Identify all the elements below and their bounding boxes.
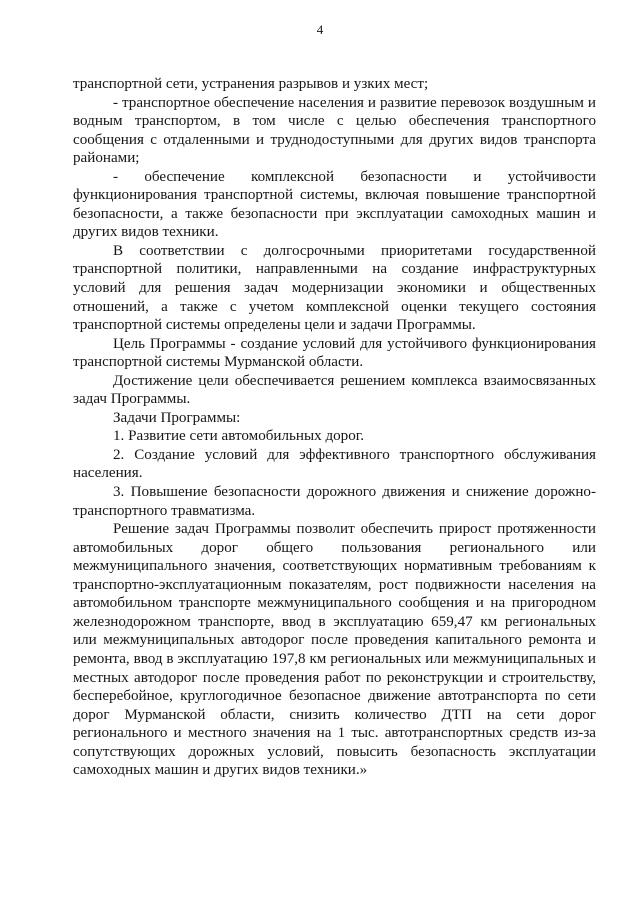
paragraph-air-water-transport: - транспортное обеспечение населения и развитие перевозок воздушным и водным транспортом, в том числе с целью обеспечения транспортного сообщения с отдаленными и труднодоступными для других видов транспорта районами; — [73, 94, 596, 167]
paragraph-program-goal: Цель Программы - создание условий для устойчивого функционирования транспортной системы Мурманской области. — [73, 335, 596, 371]
task-item-3: 3. Повышение безопасности дорожного движения и снижение дорожно-транспортного травматизма. — [73, 484, 596, 519]
paragraph-expected-results: Решение задач Программы позволит обеспечить прирост протяженности автомобильных дорог общего пользования регионального или межмуниципального значения, соответствующих нормативным требованиям к транспортно-эксплуатационным показателям, рост подвижности населения на автомобильном транспорте межмуниципального сообщения и на пригородном железнодорожном транспорте, ввод в эксплуатацию 659,47 км региональных или межмуниципальных автодорог после проведения капитального ремонта и ремонта, ввод в эксплуатацию 197,8 км региональных или межмуниципальных и местных автодорог после проведения работ по реконструкции и строительству, бесперебойное, круглогодичное безопасное движение автотранспорта по сети дорог Мурманской области, снизить количество ДТП на сети дорог регионального и местного значения на 1 тыс. автотранспортных средств из-за сопутствующих дорожных условий, повысить безопасность эксплуатации самоходных машин и других видов техники.» — [73, 521, 596, 779]
paragraph-transport-safety: - обеспечение комплексной безопасности и устойчивости функционирования транспортной системы, включая повышение транспортной безопасности, а также безопасности при эксплуатации самоходных машин и других видов техники. — [73, 168, 596, 241]
paragraph-tasks-heading: Задачи Программы: — [113, 409, 241, 426]
document-body — [73, 75, 596, 780]
paragraph-state-policy: В соответствии с долгосрочными приоритетами государственной транспортной политики, направленными на создание инфраструктурных условий для решения задач модернизации экономики и общественных отношений, а также с учетом комплексной оценки текущего состояния транспортной системы определены цели и задачи Программы. — [73, 242, 596, 334]
task-item-1: 1. Развитие сети автомобильных дорог. — [113, 428, 365, 445]
paragraph-goal-achievement: Достижение цели обеспечивается решением комплекса взаимосвязанных задач Программы. — [73, 372, 596, 408]
paragraph-infrastructure-end: транспортной сети, устранения разрывов и узких мест; — [73, 76, 429, 92]
task-item-2: 2. Создание условий для эффективного транспортного обслуживания населения. — [73, 446, 596, 482]
page-number: 4 — [316, 22, 324, 37]
